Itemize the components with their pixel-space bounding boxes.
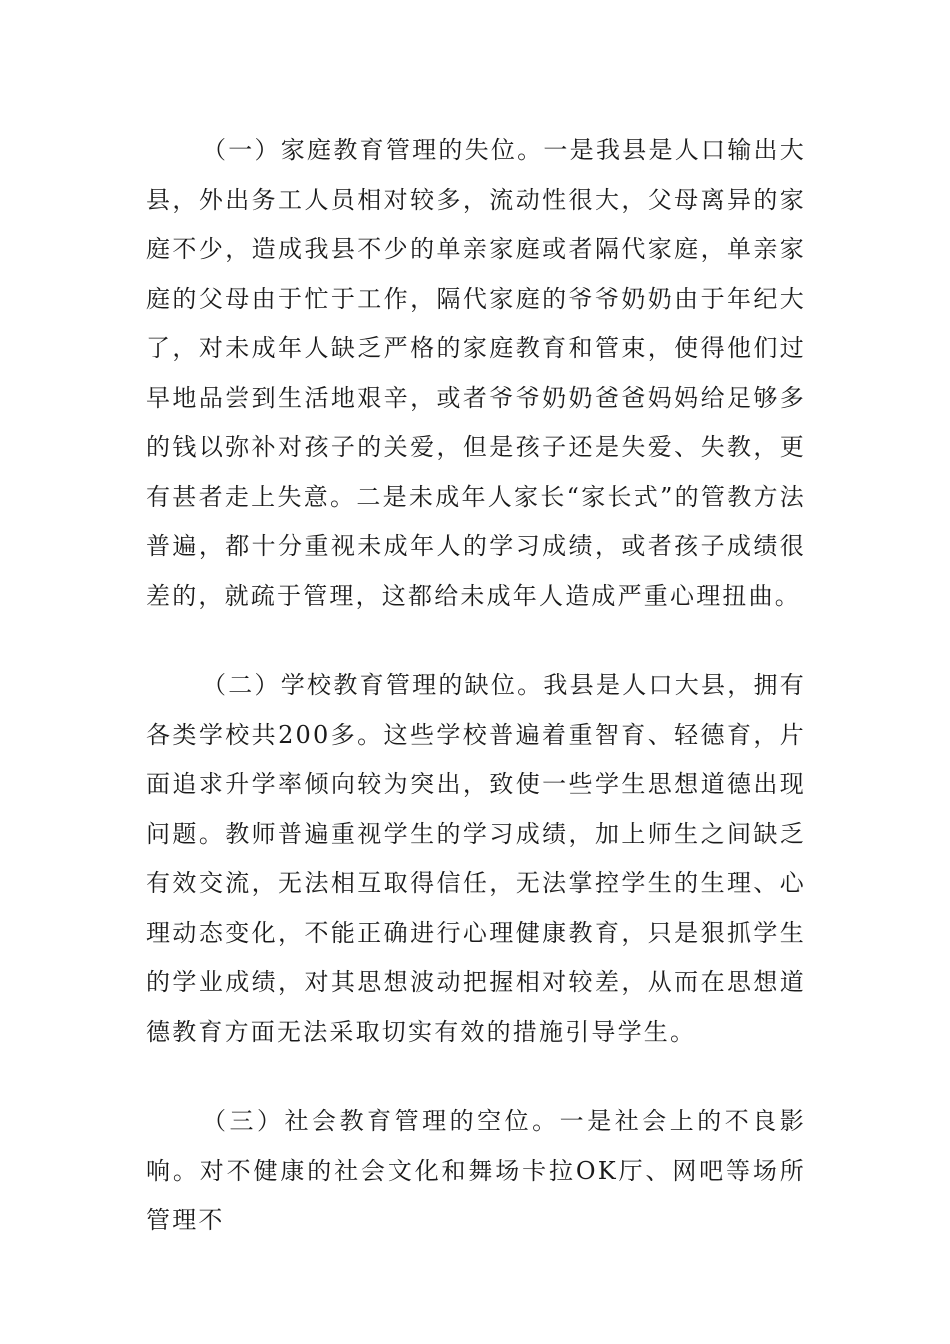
paragraph-social-education: （三）社会教育管理的空位。一是社会上的不良影响。对不健康的社会文化和舞场卡拉OK厅、网吧等场所管理不: [146, 1107, 806, 1234]
document-body: [146, 126, 806, 1246]
paragraph-school-education: （二）学校教育管理的缺位。我县是人口大县，拥有各类学校共200多。这些学校普遍着重智育、轻德育，片面追求升学率倾向较为突出，致使一些学生思想道德出现问题。教师普遍重视学生的学习成绩，加上师生之间缺乏有效交流，无法相互取得信任，无法掌控学生的生理、心理动态变化，不能正确进行心理健康教育，只是狠抓学生的学业成绩，对其思想波动把握相对较差，从而在思想道德教育方面无法采取切实有效的措施引导学生。: [146, 671, 806, 1046]
paragraph-family-education: （一）家庭教育管理的失位。一是我县是人口输出大县，外出务工人员相对较多，流动性很大，父母离异的家庭不少，造成我县不少的单亲家庭或者隔代家庭，单亲家庭的父母由于忙于工作，隔代家庭的爷爷奶奶由于年纪大了，对未成年人缺乏严格的家庭教育和管束，使得他们过早地品尝到生活地艰辛，或者爷爷奶奶爸爸妈妈给足够多的钱以弥补对孩子的关爱，但是孩子还是失爱、失教，更有甚者走上失意。二是未成年人家长“家长式”的管教方法普遍，都十分重视未成年人的学习成绩，或者孩子成绩很差的，就疏于管理，这都给未成年人造成严重心理扭曲。: [146, 136, 806, 610]
